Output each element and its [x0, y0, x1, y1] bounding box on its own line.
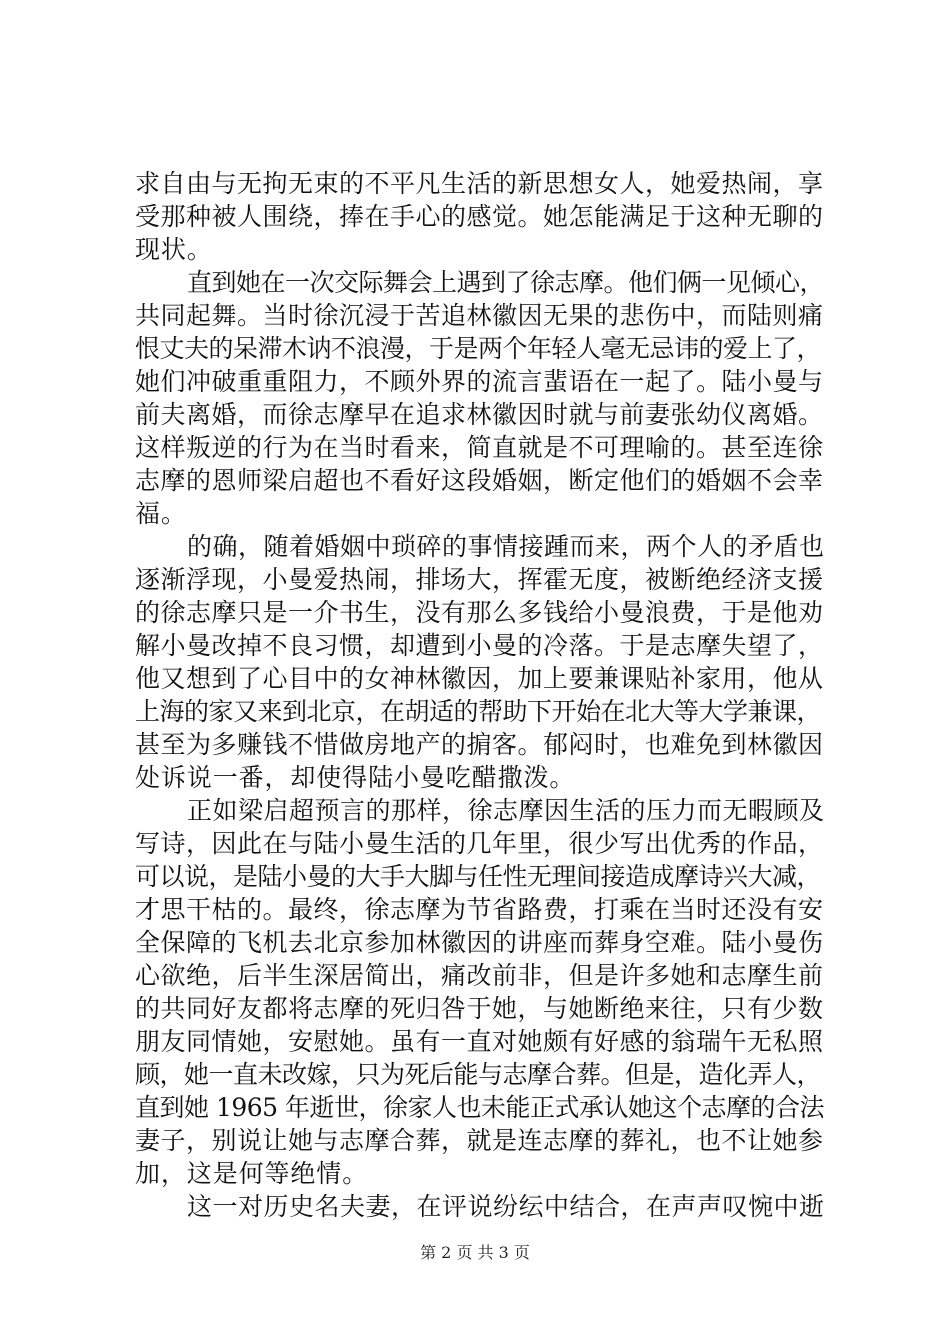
text-line: 共同起舞。当时徐沉浸于苦追林徽因无果的悲伤中，而陆则痛 — [135, 301, 824, 330]
text-line: 福。 — [135, 499, 187, 528]
text-line: 她们冲破重重阻力，不顾外界的流言蜚语在一起了。陆小曼与 — [135, 367, 824, 396]
text-line: 的徐志摩只是一介书生，没有那么多钱给小曼浪费，于是他劝 — [135, 598, 824, 627]
text-line: 加，这是何等绝情。 — [135, 1159, 369, 1188]
text-line: 朋友同情她，安慰她。虽有一直对她颇有好感的翁瑞午无私照 — [135, 1027, 824, 1056]
text-line: 解小曼改掉不良习惯，却遭到小曼的冷落。于是志摩失望了， — [135, 631, 824, 660]
text-line: 直到她 1965 年逝世，徐家人也未能正式承认她这个志摩的合法 — [135, 1093, 825, 1122]
text-line: 志摩的恩师梁启超也不看好这段婚姻，断定他们的婚姻不会幸 — [135, 466, 824, 495]
text-line: 心欲绝，后半生深居简出，痛改前非，但是许多她和志摩生前 — [135, 961, 824, 990]
text-line: 顾，她一直未改嫁，只为死后能与志摩合葬。但是，造化弄人， — [135, 1060, 822, 1089]
text-line: 处诉说一番，却使得陆小曼吃醋撒泼。 — [135, 763, 576, 792]
text-line: 求自由与无拘无束的不平凡生活的新思想女人，她爱热闹，享 — [135, 169, 824, 198]
document-body — [135, 167, 825, 1223]
text-line: 逐渐浮现，小曼爱热闹，排场大，挥霍无度，被断绝经济支援 — [135, 565, 824, 594]
paragraph-start-line: 直到她在一次交际舞会上遇到了徐志摩。他们俩一见倾心， — [187, 268, 825, 297]
text-line: 受那种被人围绕，捧在手心的感觉。她怎能满足于这种无聊的 — [135, 202, 824, 231]
text-line: 甚至为多赚钱不惜做房地产的掮客。郁闷时，也难免到林徽因 — [135, 730, 824, 759]
text-line: 全保障的飞机去北京参加林徽因的讲座而葬身空难。陆小曼伤 — [135, 928, 824, 957]
paragraph-start-line: 的确，随着婚姻中琐碎的事情接踵而来，两个人的矛盾也 — [187, 532, 825, 561]
text-line: 这样叛逆的行为在当时看来，简直就是不可理喻的。甚至连徐 — [135, 433, 824, 462]
text-line: 的共同好友都将志摩的死归咎于她，与她断绝来往，只有少数 — [135, 994, 824, 1023]
text-line: 上海的家又来到北京，在胡适的帮助下开始在北大等大学兼课， — [135, 697, 822, 726]
text-line: 才思干枯的。最终，徐志摩为节省路费，打乘在当时还没有安 — [135, 895, 824, 924]
page-number-label: 第 2 页 共 3 页 — [420, 1243, 530, 1262]
text-line: 写诗，因此在与陆小曼生活的几年里，很少写出优秀的作品， — [135, 829, 824, 858]
paragraph-start-line: 这一对历史名夫妻，在评说纷纭中结合，在声声叹惋中逝 — [187, 1192, 825, 1221]
page-footer — [0, 1243, 950, 1263]
text-line: 前夫离婚，而徐志摩早在追求林徽因时就与前妻张幼仪离婚。 — [135, 400, 824, 429]
text-line: 他又想到了心目中的女神林徽因，加上要兼课贴补家用，他从 — [135, 664, 824, 693]
text-line: 可以说，是陆小曼的大手大脚与任性无理间接造成摩诗兴大减， — [135, 862, 822, 891]
text-line: 恨丈夫的呆滞木讷不浪漫，于是两个年轻人毫无忌讳的爱上了， — [135, 334, 822, 363]
paragraph-start-line: 正如梁启超预言的那样，徐志摩因生活的压力而无暇顾及 — [187, 796, 825, 825]
text-line: 妻子，别说让她与志摩合葬，就是连志摩的葬礼，也不让她参 — [135, 1126, 824, 1155]
text-line: 现状。 — [135, 235, 213, 264]
